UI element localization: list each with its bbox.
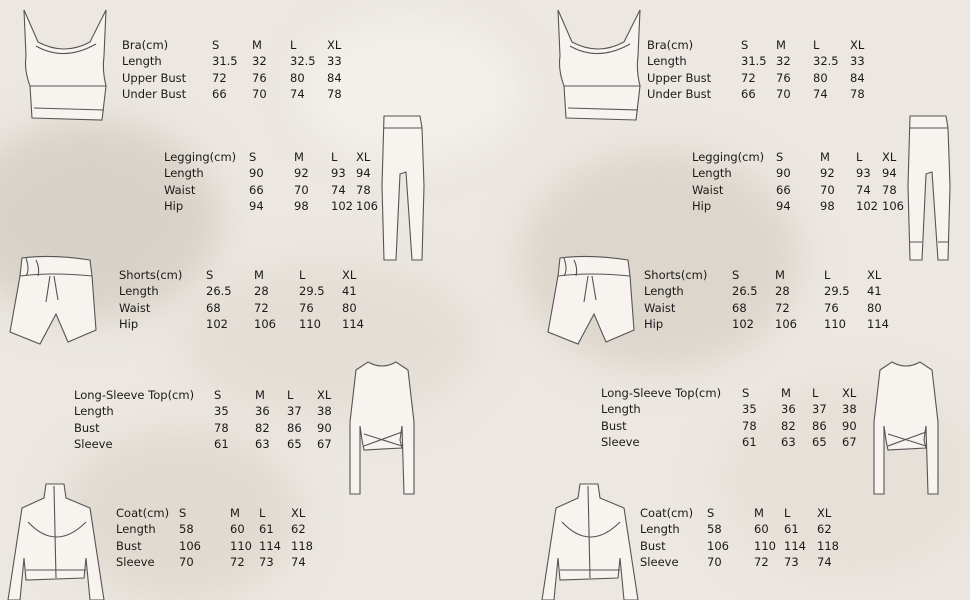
measurement-label: Bust: [601, 418, 627, 433]
measurement-label: Length: [640, 522, 680, 537]
size-value: XL: [850, 38, 865, 52]
size-value: 94: [249, 198, 264, 213]
measurement-label: Sleeve: [640, 554, 679, 569]
measurement-label: Bust: [74, 420, 100, 435]
measurement-label: Length: [647, 54, 687, 69]
measurement-label: Length: [601, 402, 641, 417]
size-value: L: [784, 506, 791, 520]
coat-icon: [540, 482, 644, 600]
size-value: 65: [812, 434, 827, 449]
chart-title: Long-Sleeve Top(cm): [74, 388, 195, 402]
size-value: 106: [356, 198, 378, 213]
size-value: 110: [299, 316, 321, 331]
size-value: 94: [776, 198, 791, 213]
size-value: L: [812, 386, 819, 400]
chart-title: Legging(cm): [164, 150, 237, 164]
size-value: 90: [249, 166, 264, 181]
size-value: 72: [775, 300, 790, 315]
size-value: 67: [317, 436, 332, 451]
size-value: 73: [259, 554, 274, 569]
size-value: 72: [212, 70, 227, 85]
size-value: 28: [775, 284, 790, 299]
chart-title: Bra(cm): [647, 38, 694, 52]
size-value: 114: [867, 316, 889, 331]
chart-title: Bra(cm): [122, 38, 169, 52]
size-value: 60: [754, 522, 769, 537]
size-value: XL: [842, 386, 857, 400]
measurement-label: Sleeve: [116, 554, 155, 569]
size-value: 33: [850, 54, 865, 69]
size-value: 41: [342, 284, 357, 299]
size-value: XL: [882, 150, 897, 164]
chart-title: Shorts(cm): [644, 268, 708, 282]
size-value: 74: [813, 86, 828, 101]
size-value: 58: [179, 522, 194, 537]
size-value: XL: [327, 38, 342, 52]
size-value: L: [856, 150, 863, 164]
size-value: 78: [882, 182, 897, 197]
long-sleeve-top-icon: [872, 356, 940, 506]
size-value: 74: [331, 182, 346, 197]
size-value: 61: [742, 434, 757, 449]
measurement-label: Waist: [644, 300, 676, 315]
size-value: 32.5: [290, 54, 316, 69]
size-value: S: [741, 38, 749, 52]
size-value: L: [824, 268, 831, 282]
size-value: 62: [817, 522, 832, 537]
chart-title: Legging(cm): [692, 150, 765, 164]
size-value: 90: [842, 418, 857, 433]
size-value: 68: [732, 300, 747, 315]
size-value: 37: [287, 404, 302, 419]
size-value: 72: [741, 70, 756, 85]
size-value: 90: [776, 166, 791, 181]
size-value: 35: [214, 404, 229, 419]
shorts-icon: [544, 252, 636, 352]
measurement-label: Length: [116, 522, 156, 537]
size-value: M: [255, 388, 265, 402]
size-value: 86: [287, 420, 302, 435]
size-value: 78: [214, 420, 229, 435]
size-value: 80: [813, 70, 828, 85]
size-value: M: [781, 386, 791, 400]
size-value: 98: [820, 198, 835, 213]
size-value: 98: [294, 198, 309, 213]
size-value: 106: [707, 538, 729, 553]
coat-icon: [6, 482, 110, 600]
size-value: M: [820, 150, 830, 164]
size-value: 68: [206, 300, 221, 315]
size-value: 35: [742, 402, 757, 417]
size-value: 78: [327, 86, 342, 101]
size-value: 80: [290, 70, 305, 85]
size-value: 84: [327, 70, 342, 85]
size-value: 63: [255, 436, 270, 451]
measurement-label: Length: [644, 284, 684, 299]
size-value: M: [776, 38, 786, 52]
size-value: S: [732, 268, 740, 282]
size-value: 63: [781, 434, 796, 449]
size-value: L: [290, 38, 297, 52]
size-value: 82: [255, 420, 270, 435]
size-value: 33: [327, 54, 342, 69]
size-value: 90: [317, 420, 332, 435]
size-value: M: [230, 506, 240, 520]
size-value: 36: [781, 402, 796, 417]
size-value: 94: [356, 166, 371, 181]
size-value: 32.5: [813, 54, 839, 69]
size-value: 70: [707, 554, 722, 569]
size-value: XL: [291, 506, 306, 520]
size-value: XL: [867, 268, 882, 282]
size-value: 66: [741, 86, 756, 101]
size-value: 80: [342, 300, 357, 315]
size-value: 114: [784, 538, 806, 553]
chart-title: Shorts(cm): [119, 268, 183, 282]
measurement-label: Bust: [640, 538, 666, 553]
size-value: 114: [342, 316, 364, 331]
size-value: 94: [882, 166, 897, 181]
size-value: 70: [252, 86, 267, 101]
size-value: 60: [230, 522, 245, 537]
measurement-label: Hip: [119, 316, 139, 331]
jogger-pants-icon: [906, 112, 952, 264]
size-value: 74: [290, 86, 305, 101]
measurement-label: Sleeve: [74, 436, 113, 451]
size-value: 84: [850, 70, 865, 85]
size-value: S: [206, 268, 214, 282]
size-value: 102: [331, 198, 353, 213]
size-value: L: [287, 388, 294, 402]
measurement-label: Length: [164, 166, 204, 181]
size-value: 72: [754, 554, 769, 569]
measurement-label: Sleeve: [601, 434, 640, 449]
size-value: 66: [249, 182, 264, 197]
size-value: 58: [707, 522, 722, 537]
size-value: 61: [214, 436, 229, 451]
size-value: 106: [775, 316, 797, 331]
size-value: 37: [812, 402, 827, 417]
size-value: 106: [254, 316, 276, 331]
size-value: 74: [291, 554, 306, 569]
size-value: M: [775, 268, 785, 282]
chart-title: Coat(cm): [640, 506, 694, 520]
measurement-label: Hip: [164, 198, 184, 213]
measurement-label: Length: [692, 166, 732, 181]
size-value: 67: [842, 434, 857, 449]
measurement-label: Under Bust: [122, 86, 187, 101]
measurement-label: Waist: [164, 182, 196, 197]
size-value: L: [813, 38, 820, 52]
size-value: 31.5: [212, 54, 238, 69]
size-value: 28: [254, 284, 269, 299]
size-value: 118: [817, 538, 839, 553]
size-value: 93: [331, 166, 346, 181]
size-value: 92: [820, 166, 835, 181]
leggings-icon: [380, 112, 426, 264]
size-value: 106: [179, 538, 201, 553]
size-value: 93: [856, 166, 871, 181]
size-value: 76: [252, 70, 267, 85]
size-value: 76: [824, 300, 839, 315]
measurement-label: Hip: [644, 316, 664, 331]
size-value: S: [742, 386, 750, 400]
size-value: 70: [179, 554, 194, 569]
size-value: XL: [317, 388, 332, 402]
measurement-label: Upper Bust: [122, 70, 187, 85]
size-value: L: [299, 268, 306, 282]
size-value: 76: [776, 70, 791, 85]
size-value: M: [254, 268, 264, 282]
size-value: 78: [850, 86, 865, 101]
measurement-label: Length: [122, 54, 162, 69]
size-value: 72: [230, 554, 245, 569]
size-value: S: [249, 150, 257, 164]
size-value: 82: [781, 418, 796, 433]
size-value: L: [259, 506, 266, 520]
size-value: 61: [784, 522, 799, 537]
measurement-label: Length: [74, 404, 114, 419]
size-value: 110: [824, 316, 846, 331]
size-value: M: [754, 506, 764, 520]
size-value: 26.5: [206, 284, 232, 299]
size-value: XL: [342, 268, 357, 282]
size-value: 66: [212, 86, 227, 101]
size-value: 61: [259, 522, 274, 537]
bra-icon: [550, 8, 648, 126]
size-value: 72: [254, 300, 269, 315]
size-value: 78: [742, 418, 757, 433]
size-value: 70: [776, 86, 791, 101]
size-value: S: [776, 150, 784, 164]
size-value: 73: [784, 554, 799, 569]
size-value: 102: [206, 316, 228, 331]
size-value: 70: [820, 182, 835, 197]
long-sleeve-top-icon: [348, 356, 416, 506]
measurement-label: Under Bust: [647, 86, 712, 101]
chart-title: Coat(cm): [116, 506, 170, 520]
size-value: 78: [356, 182, 371, 197]
size-value: 32: [252, 54, 267, 69]
size-value: 41: [867, 284, 882, 299]
bra-icon: [16, 8, 114, 126]
size-value: 38: [317, 404, 332, 419]
measurement-label: Hip: [692, 198, 712, 213]
size-value: S: [707, 506, 715, 520]
size-value: 36: [255, 404, 270, 419]
size-value: L: [331, 150, 338, 164]
size-value: 74: [817, 554, 832, 569]
size-value: 118: [291, 538, 313, 553]
size-value: 86: [812, 418, 827, 433]
size-value: 62: [291, 522, 306, 537]
size-value: 114: [259, 538, 281, 553]
size-value: 106: [882, 198, 904, 213]
size-value: 70: [294, 182, 309, 197]
size-value: XL: [817, 506, 832, 520]
measurement-label: Waist: [692, 182, 724, 197]
shorts-icon: [6, 252, 98, 352]
size-value: M: [252, 38, 262, 52]
measurement-label: Length: [119, 284, 159, 299]
size-value: 66: [776, 182, 791, 197]
size-value: 110: [754, 538, 776, 553]
size-value: 92: [294, 166, 309, 181]
size-chart-panel-right: [526, 0, 970, 600]
size-value: 32: [776, 54, 791, 69]
size-value: 74: [856, 182, 871, 197]
size-value: 26.5: [732, 284, 758, 299]
measurement-label: Waist: [119, 300, 151, 315]
size-value: XL: [356, 150, 371, 164]
size-value: 102: [732, 316, 754, 331]
size-value: 38: [842, 402, 857, 417]
size-value: M: [294, 150, 304, 164]
size-value: 110: [230, 538, 252, 553]
size-value: S: [214, 388, 222, 402]
size-value: 102: [856, 198, 878, 213]
size-value: 31.5: [741, 54, 767, 69]
size-value: 29.5: [824, 284, 850, 299]
size-value: S: [212, 38, 220, 52]
measurement-label: Bust: [116, 538, 142, 553]
size-value: S: [179, 506, 187, 520]
chart-title: Long-Sleeve Top(cm): [601, 386, 722, 400]
size-value: 65: [287, 436, 302, 451]
size-value: 80: [867, 300, 882, 315]
size-value: 76: [299, 300, 314, 315]
measurement-label: Upper Bust: [647, 70, 712, 85]
size-value: 29.5: [299, 284, 325, 299]
